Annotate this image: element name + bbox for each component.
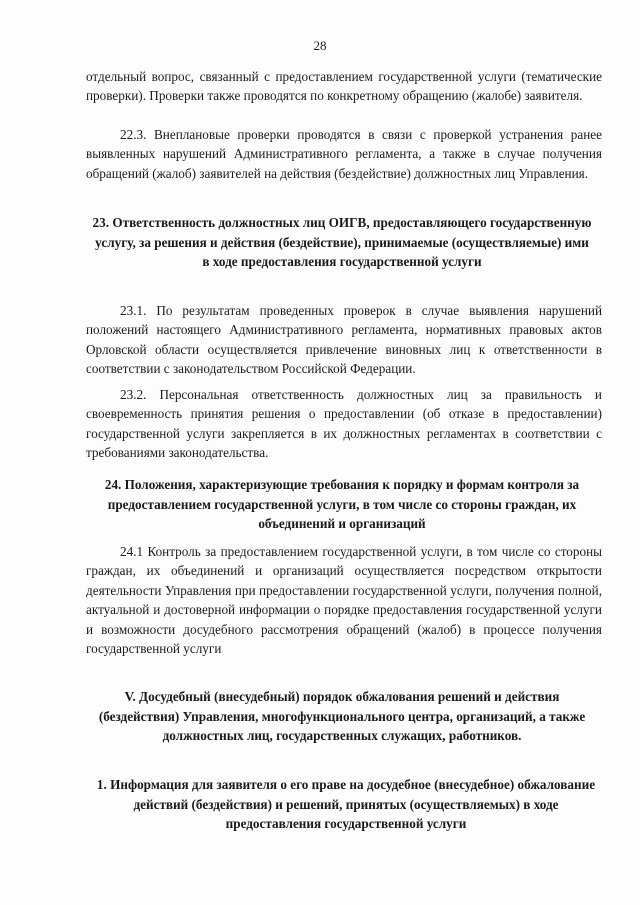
paragraph-intro: отдельный вопрос, связанный с предоставлением государственной услуги (тематические проверки). Проверки также проводятся по конкретному обращению (жалобе) заявителя. xyxy=(86,69,602,104)
paragraph-24-1: 24.1 Контроль за предоставлением государственной услуги, в том числе со стороны граждан, их объединений и организаций осуществляется посредством открытости деятельности Управления при предоставлении государственной услуги, получения полной, актуальной и достоверной информации о порядке предоставления государственной услуги и возможности досудебного рассмотрения обращений (жалоб) в процессе получения государственной услуги xyxy=(86,544,602,657)
heading-subsection-1: 1. Информация для заявителя о его праве на досудебное (внесудебное) обжалование действий (бездействия) и решений, принятых (осуществляемых) в ходе предоставления государственной услуги xyxy=(96,777,596,832)
paragraph-23-1: 23.1. По результатам проведенных проверок в случае выявления нарушений положений настоящего Административного регламента, нормативных правовых актов Орловской области осуществляется привлечение виновных лиц к ответственности в соответствии с законодательством Российской Федерации. xyxy=(86,303,602,377)
heading-section-24: 24. Положения, характеризующие требования к порядку и формам контроля за предоставлением государственной услуги, в том числе со стороны граждан, их объединений и организаций xyxy=(104,477,580,532)
heading-chapter-V: V. Досудебный (внесудебный) порядок обжалования решений и действия (бездействия) Управления, многофункционального центра, организаций, а также должностных лиц, государственных служащих, работников. xyxy=(98,689,586,744)
paragraph-23-2: 23.2. Персональная ответственность должностных лиц за правильность и своевременность принятия решения о предоставлении (об отказе в предоставлении) государственной услуги закрепляется в их должностных регламентах в соответствии с требованиями законодательства. xyxy=(86,387,602,461)
heading-section-23: 23. Ответственность должностных лиц ОИГВ, предоставляющего государственную услугу, за решения и действия (бездействие), принимаемые (осуществляемые) ими в ходе предоставления государственной услуги xyxy=(92,215,592,270)
paragraph-22-3: 22.3. Внеплановые проверки проводятся в связи с проверкой устранения ранее выявленных нарушений Административного регламента, а также в случае получения обращений (жалоб) заявителей на действия (бездействие) должностных лиц Управления. xyxy=(86,127,602,181)
page-number: 28 xyxy=(313,38,327,53)
